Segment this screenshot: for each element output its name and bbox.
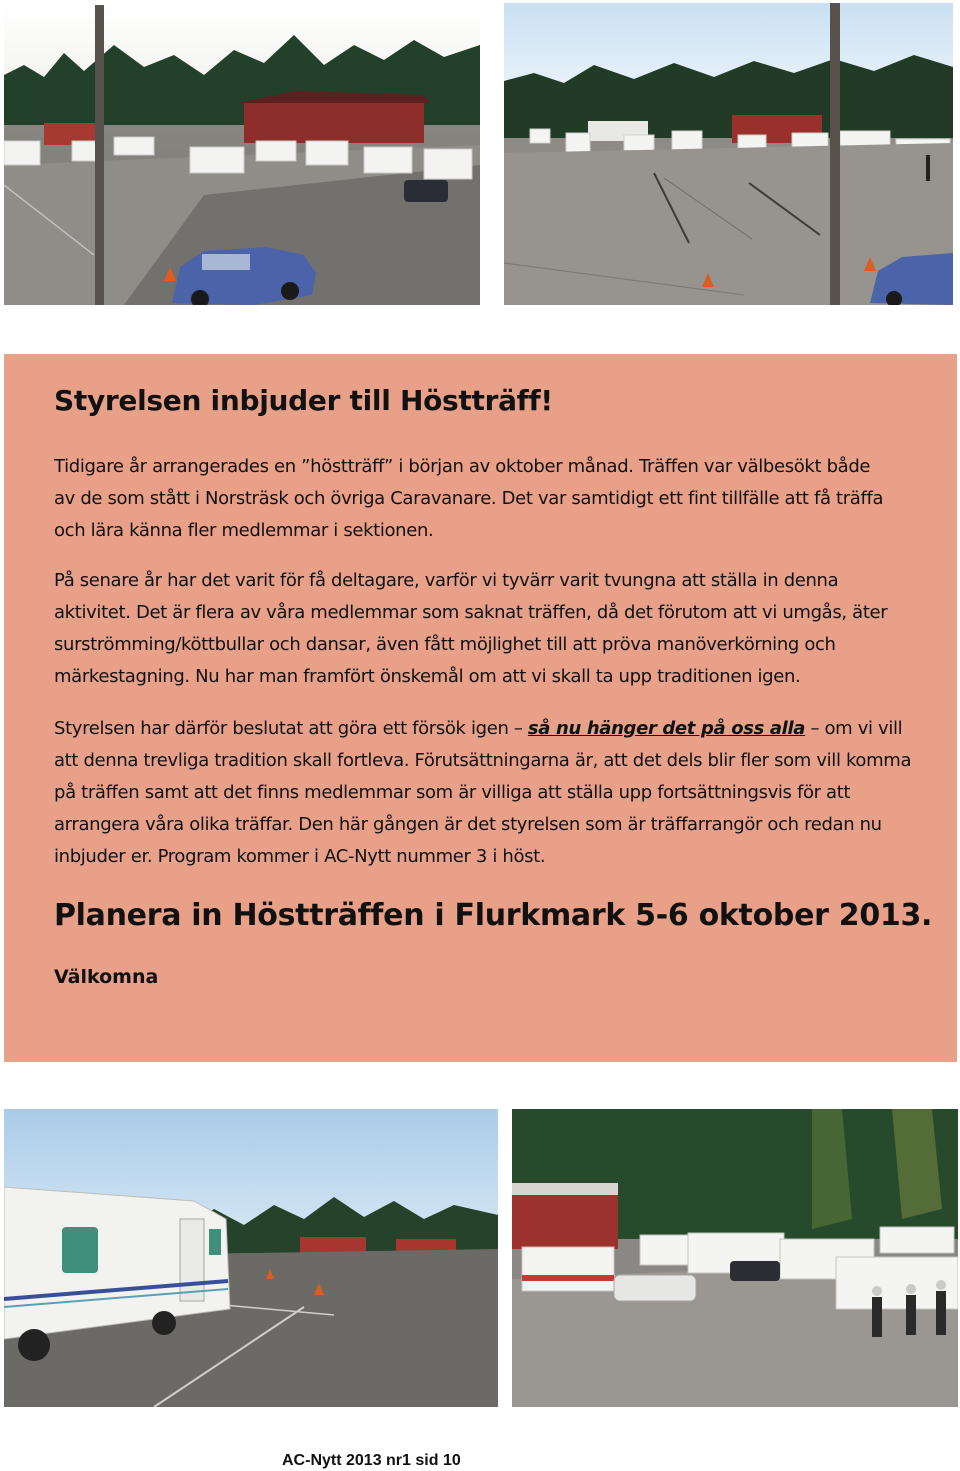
paragraph-background: På senare år har det varit för få deltagare, varför vi tyvärr varit tvungna att ställa in denna aktivitet. Det är flera av våra medlemmar som saknat träffen, då det förutom att vi umgås, äter surströmming/köttbullar och dansar, även fått möjlighet till att pröva manöverkörning och märkestagning. Nu har man framfört önskemål om att vi skall ta upp traditionen igen. [54, 570, 888, 687]
photo-caravans-and-people [512, 1109, 958, 1407]
paragraph-decision [54, 713, 914, 873]
event-headline: Planera in Höstträffen i Flurkmark 5-6 oktober 2013. [54, 898, 933, 933]
paragraph-decision-end: – om vi vill att denna trevliga tradition skall fortleva. Förutsättningarna är, att det dels blir fler som vill komma på träffen samt att det finns medlemmar som är villiga att ställa upp fortsättningsvis för att arrangera våra olika träffar. Den här gången är det styrelsen som är träffarrangör och redan nu inbjuder er. Program kommer i AC-Nytt nummer 3 i höst. [54, 718, 912, 867]
article-title: Styrelsen inbjuder till Höstträff! [54, 384, 553, 417]
paragraph-decision-emphasis: så nu hänger det på oss alla [527, 718, 806, 739]
info-box [4, 354, 957, 1062]
photo-caravan-maneuver-course [4, 1109, 498, 1407]
photo-caravans-parking-lot [4, 5, 480, 305]
photo-gravel-field [504, 3, 953, 305]
welcome-text: Välkomna [54, 966, 159, 988]
page-footer: AC-Nytt 2013 nr1 sid 10 [282, 1452, 461, 1469]
paragraph-intro: Tidigare år arrangerades en ”höstträff” i början av oktober månad. Träffen var välbesökt både av de som stått i Norsträsk och övriga Caravanare. Det var samtidigt ett fint tillfälle att få träffa och lära känna fler medlemmar i sektionen. [54, 456, 884, 541]
paragraph-decision-start: Styrelsen har därför beslutat att göra ett försök igen – [54, 718, 528, 739]
